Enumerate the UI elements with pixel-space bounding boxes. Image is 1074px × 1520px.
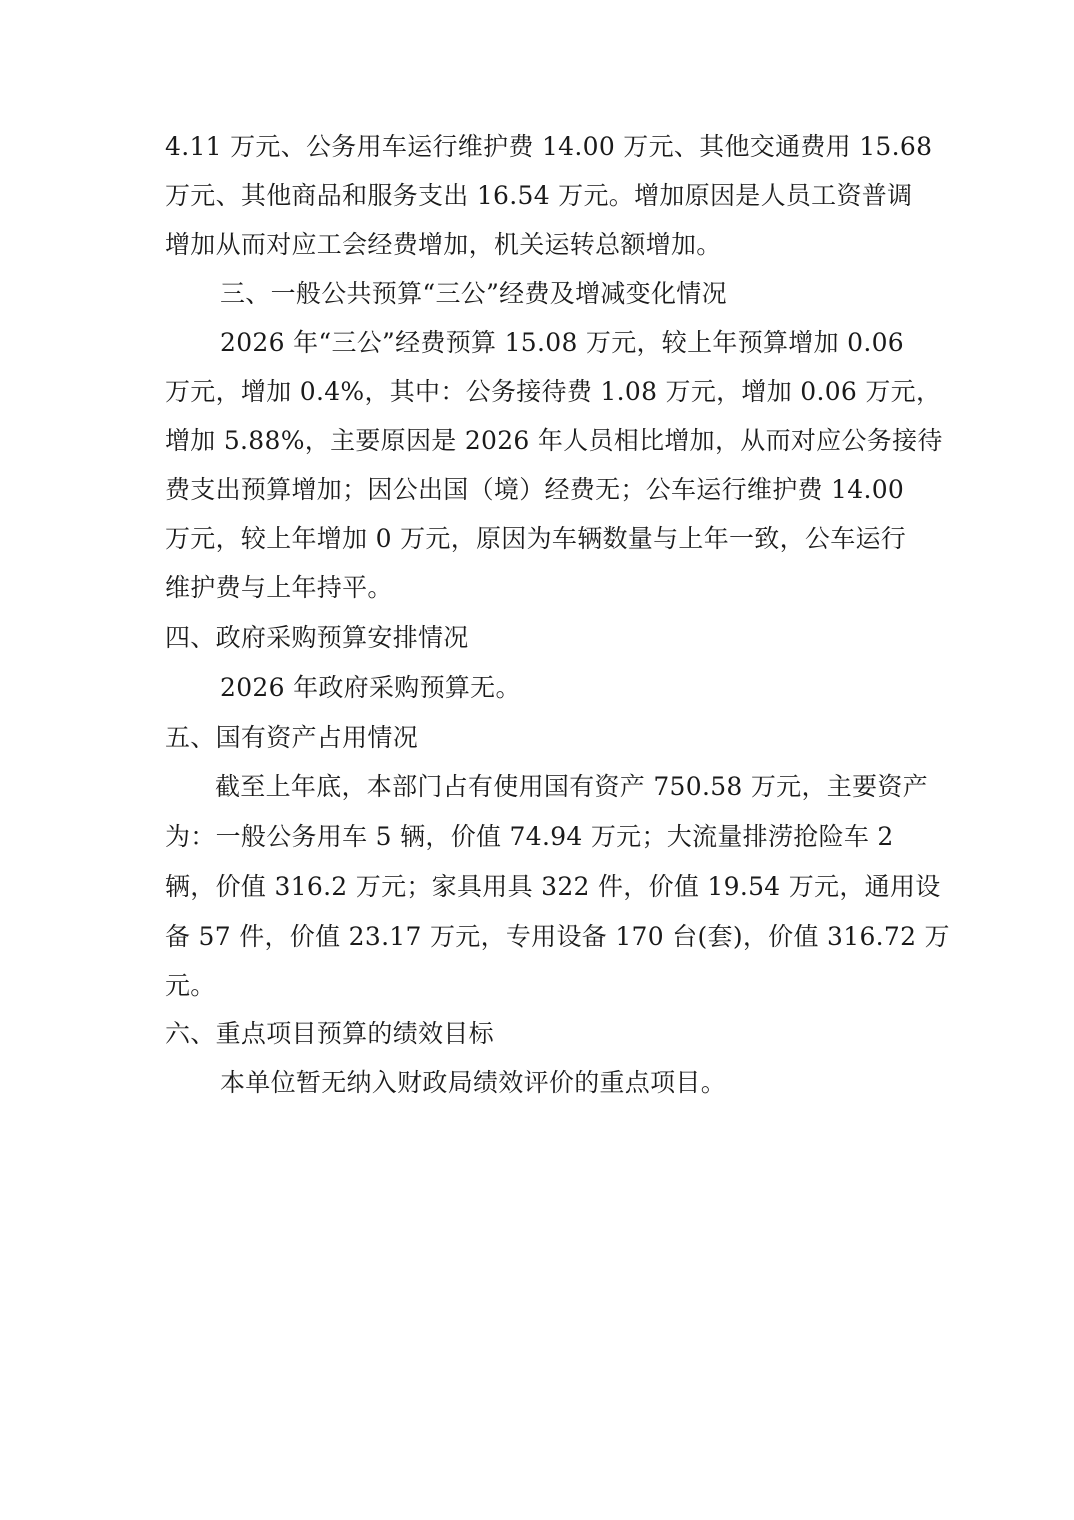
paragraph-line: 维护费与上年持平。: [165, 573, 393, 602]
paragraph-line: 2026 年政府采购预算无。: [220, 673, 521, 702]
paragraph-line: 本单位暂无纳入财政局绩效评价的重点项目。: [220, 1068, 727, 1097]
section-heading: 五、国有资产占用情况: [165, 723, 419, 752]
paragraph-line: 万元，较上年增加 0 万元，原因为车辆数量与上年一致，公车运行: [165, 524, 907, 553]
paragraph-line: 备 57 件，价值 23.17 万元，专用设备 170 台(套)，价值 316.72 万: [165, 922, 950, 951]
paragraph-line: 增加从而对应工会经费增加，机关运转总额增加。: [165, 230, 722, 259]
paragraph-line: 2026 年“三公”经费预算 15.08 万元，较上年预算增加 0.06: [220, 328, 905, 357]
paragraph-line: 辆，价值 316.2 万元；家具用具 322 件，价值 19.54 万元，通用设: [165, 872, 941, 901]
paragraph-line: 增加 5.88%，主要原因是 2026 年人员相比增加，从而对应公务接待: [165, 426, 943, 455]
paragraph-line: 4.11 万元、公务用车运行维护费 14.00 万元、其他交通费用 15.68: [165, 132, 933, 161]
paragraph-line: 万元、其他商品和服务支出 16.54 万元。增加原因是人员工资普调: [165, 181, 913, 210]
section-heading: 三、一般公共预算“三公”经费及增减变化情况: [220, 279, 727, 308]
paragraph-line: 费支出预算增加；因公出国（境）经费无；公车运行维护费 14.00: [165, 475, 905, 504]
paragraph-line: 元。: [165, 971, 216, 1000]
section-heading: 四、政府采购预算安排情况: [165, 623, 469, 652]
section-heading: 六、重点项目预算的绩效目标: [165, 1019, 494, 1048]
paragraph-line: 万元，增加 0.4%，其中：公务接待费 1.08 万元，增加 0.06 万元，: [165, 377, 942, 406]
paragraph-line: 为：一般公务用车 5 辆，价值 74.94 万元；大流量排涝抢险车 2: [165, 822, 894, 851]
paragraph-line: 截至上年底，本部门占有使用国有资产 750.58 万元，主要资产: [215, 772, 928, 801]
